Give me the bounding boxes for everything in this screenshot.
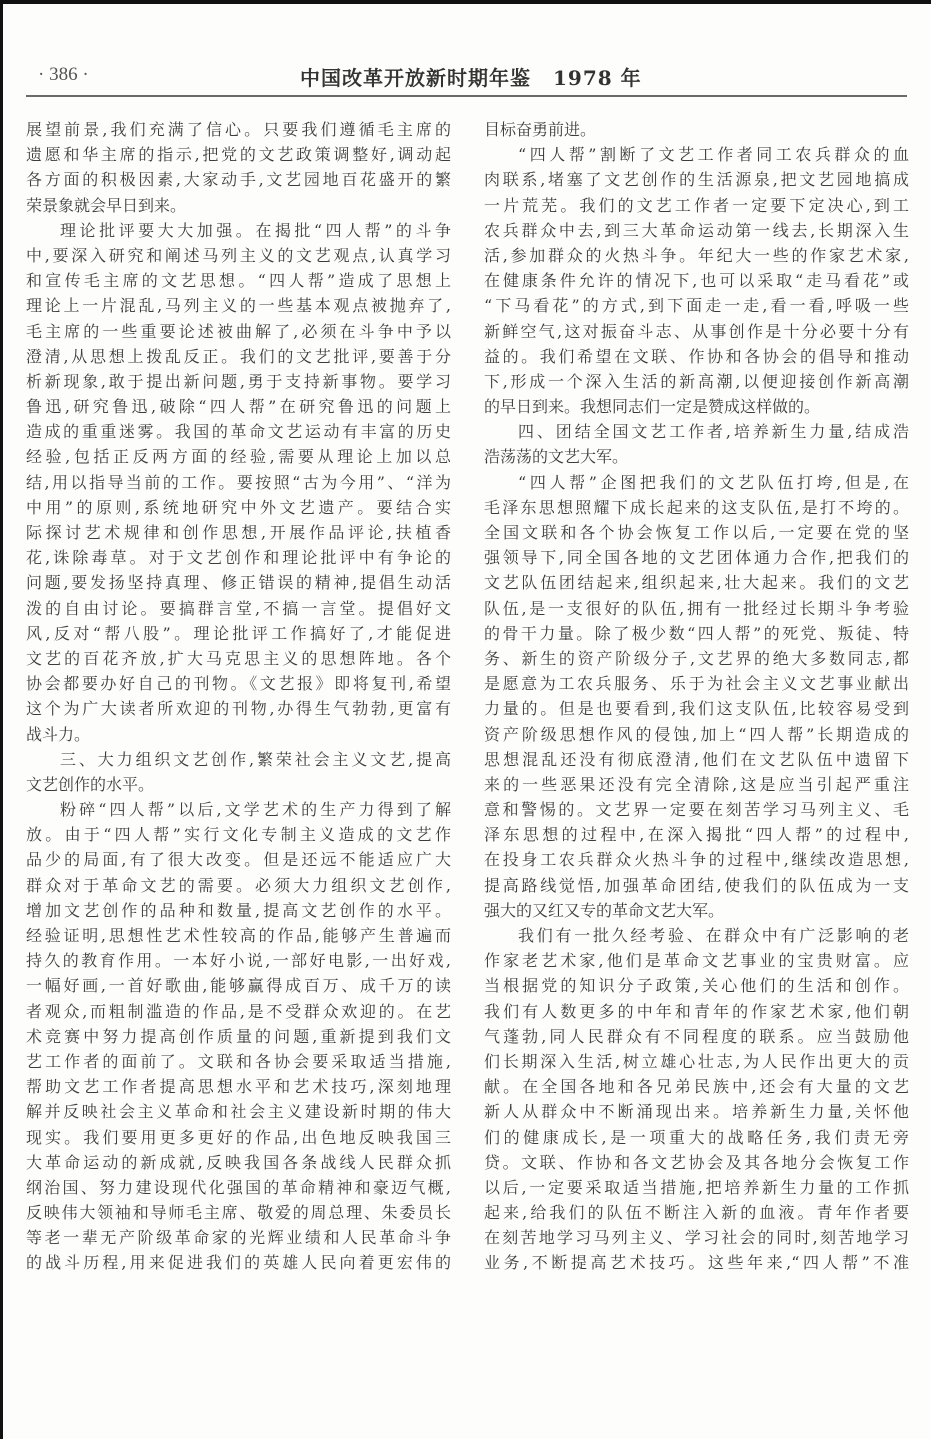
- text-line: 的早日到来。我想同志们一定是赞成这样做的。: [484, 397, 821, 417]
- text-line: 群众对于革命文艺的需要。必须大力组织文艺创作,: [26, 875, 451, 895]
- text-line: 目标奋勇前进。: [484, 120, 597, 139]
- text-line: 气蓬勃,同人民群众有不同程度的联系。应当鼓励他: [484, 1026, 909, 1046]
- text-line: 新鲜空气,这对振奋斗志、从事创作是十分必要十分有: [484, 321, 909, 341]
- text-line: 来的一些恶果还没有完全清除,这是应当引起严重注: [484, 774, 909, 794]
- text-line: 增加文艺创作的品种和数量,提高文艺创作的水平。: [26, 900, 451, 920]
- text-line: 际探讨艺术规律和创作思想,开展作品评论,扶植香: [26, 523, 451, 542]
- text-line: 强领导下,同全国各地的文艺团体通力合作,把我们的: [484, 548, 909, 568]
- text-line: 在健康条件允许的情况下,也可以采取“走马看花”或: [484, 271, 909, 291]
- text-line: 泼的自由讨论。要搞群言堂,不搞一言堂。提倡好文: [26, 598, 451, 618]
- text-line: 我们有一批久经考验、在群众中有广泛影响的老: [518, 926, 909, 945]
- text-line: 这个为广大读者所欢迎的刊物,办得生气勃勃,更富有: [26, 699, 451, 719]
- scan-border-left: [0, 0, 3, 1439]
- text-line: 理论批评要大大加强。在揭批“四人帮”的斗争: [60, 220, 451, 240]
- text-line: 全国文联和各个协会恢复工作以后,一定要在党的坚: [484, 523, 909, 542]
- text-line: 纲治国、努力建设现代化强国的革命精神和豪迈气概,: [26, 1177, 451, 1197]
- text-line: 帮助文艺工作者提高思想水平和艺术技巧,深刻地理: [26, 1077, 451, 1097]
- text-line: “下马看花”的方式,到下面走一走,看一看,呼吸一些: [484, 296, 909, 316]
- text-line: 风,反对“帮八股”。理论批评工作搞好了,才能促进: [26, 623, 451, 643]
- text-line: 品少的局面,有了很大改变。但是还远不能适应广大: [26, 850, 451, 870]
- text-line: 的骨干力量。除了极少数“四人帮”的死党、叛徒、特: [484, 623, 909, 643]
- text-line: 反映伟大领袖和导师毛主席、敬爱的周总理、朱委员长: [26, 1203, 451, 1223]
- text-line: 大革命运动的新成就,反映我国各条战线人民群众抓: [26, 1152, 451, 1172]
- text-line: 现实。我们要用更多更好的作品,出色地反映我国三: [26, 1127, 451, 1147]
- text-line: 的战斗历程,用来促进我们的英雄人民向着更宏伟的: [26, 1253, 451, 1273]
- text-line: 等老一辈无产阶级革命家的光辉业绩和人民革命斗争: [26, 1228, 451, 1248]
- text-line: 们的健康成长,是一项重大的战略任务,我们责无旁: [484, 1127, 909, 1147]
- text-line: 资产阶级思想作风的侵蚀,加上“四人帮”长期造成的: [484, 724, 909, 744]
- text-line: 一片荒芜。我们的文艺工作者一定要下定决心,到工: [484, 195, 909, 215]
- text-line: 持久的教育作用。一本好小说,一部好电影,一出好戏,: [26, 951, 451, 971]
- text-line: 力量的。但是也要看到,我们这支队伍,比较容易受到: [484, 699, 909, 719]
- text-line: 造成的重重迷雾。我国的革命文艺运动有丰富的历史: [26, 422, 451, 442]
- text-line: 浩荡荡的文艺大军。: [484, 447, 629, 467]
- text-line: 解并反映社会主义革命和社会主义建设新时期的伟大: [26, 1102, 451, 1122]
- text-line: 艺工作者的面前了。文联和各协会要采取适当措施,: [26, 1051, 451, 1071]
- text-line: 遗愿和华主席的指示,把党的文艺政策调整好,调动起: [26, 145, 451, 165]
- text-line: 荣景象就会早日到来。: [26, 195, 187, 215]
- text-line: 在刻苦地学习马列主义、学习社会的同时,刻苦地学习: [484, 1228, 909, 1248]
- left-column: [26, 117, 451, 1276]
- text-line: 业务,不断提高艺术技巧。这些年来,“四人帮”不准: [484, 1253, 909, 1273]
- text-line: 下,形成一个深入生活的新高潮,以便迎接创作新高潮: [484, 371, 909, 391]
- running-header: [300, 62, 642, 91]
- scan-border-top: [0, 0, 931, 4]
- text-line: 花,诛除毒草。对于文艺创作和理论批评中有争论的: [26, 548, 451, 568]
- text-line: 起来,给我们的队伍不断注入新的血液。青年作者要: [484, 1203, 909, 1223]
- text-line: 以后,一定要采取适当措施,把培养新生力量的工作抓: [484, 1177, 909, 1197]
- text-line: 协会都要办好自己的刊物。《文艺报》即将复刊,希望: [26, 674, 451, 694]
- text-line: 各方面的积极因素,大家动手,文艺园地百花盛开的繁: [26, 170, 451, 190]
- text-line: 中,要深入研究和阐述马列主义的文艺观点,认真学习: [26, 245, 451, 265]
- text-line: 一幅好画,一首好歌曲,能够赢得成百万、成千万的读: [26, 976, 451, 996]
- text-line: 三、大力组织文艺创作,繁荣社会主义文艺,提高: [60, 749, 451, 769]
- text-line: “四人帮”企图把我们的文艺队伍打垮,但是,在: [518, 472, 909, 492]
- text-line: 是愿意为工农兵服务、乐于为社会主义文艺事业献出: [484, 674, 909, 694]
- text-line: 献。在全国各地和各兄弟民族中,还会有大量的文艺: [484, 1077, 909, 1097]
- text-line: 农兵群众中去,到三大革命运动第一线去,长期深入生: [484, 220, 909, 240]
- text-line: 文艺的百花齐放,扩大马克思主义的思想阵地。各个: [26, 648, 451, 668]
- text-line: 鲁迅,研究鲁迅,破除“四人帮”在研究鲁迅的问题上: [26, 397, 451, 417]
- text-line: 放。由于“四人帮”实行文化专制主义造成的文艺作: [26, 825, 451, 845]
- text-line: 毛泽东思想照耀下成长起来的这支队伍,是打不垮的。: [484, 497, 909, 517]
- text-line: 问题,要发扬坚持真理、修正错误的精神,提倡生动活: [26, 573, 451, 593]
- text-line: 益的。我们希望在文联、作协和各协会的倡导和推动: [484, 346, 909, 366]
- text-line: 文艺创作的水平。: [26, 774, 155, 794]
- text-line: 结,用以指导当前的工作。要按照“古为今用”、“洋为: [26, 472, 451, 492]
- text-line: 者观众,而粗制滥造的作品,是不受群众欢迎的。在艺: [26, 1001, 451, 1021]
- text-line: 在投身工农兵群众火热斗争的过程中,继续改造思想,: [484, 850, 909, 870]
- text-line: 我们有人数更多的中年和青年的作家艺术家,他们朝: [484, 1001, 909, 1021]
- book-title: 中国改革开放新时期年鉴: [300, 66, 531, 90]
- text-line: 当根据党的知识分子政策,关心他们的生活和创作。: [484, 976, 909, 996]
- text-line: 澄清,从思想上拨乱反正。我们的文艺批评,要善于分: [26, 346, 451, 366]
- text-line: 队伍,是一支很好的队伍,拥有一批经过长期斗争考验: [484, 598, 909, 618]
- text-line: 作家老艺术家,他们是革命文艺事业的宝贵财富。应: [484, 951, 909, 971]
- text-line: 四、团结全国文艺工作者,培养新生力量,结成浩: [518, 422, 909, 442]
- text-line: 们长期深入生活,树立雄心壮志,为人民作出更大的贡: [484, 1051, 909, 1071]
- text-line: 强大的又红又专的革命文艺大军。: [484, 900, 725, 920]
- text-line: 析新现象,敢于提出新问题,勇于支持新事物。要学习: [26, 371, 451, 391]
- header-rule: [26, 95, 907, 97]
- header-year: 1978 年: [553, 66, 642, 90]
- text-line: 泽东思想的过程中,在深入揭批“四人帮”的过程中,: [484, 825, 909, 845]
- right-column: [484, 117, 909, 1276]
- text-line: 提高路线觉悟,加强革命团结,使我们的队伍成为一支: [484, 875, 909, 895]
- page-number: · 386 ·: [38, 64, 89, 85]
- text-line: 粉碎“四人帮”以后,文学艺术的生产力得到了解: [60, 800, 451, 820]
- text-line: 展望前景,我们充满了信心。只要我们遵循毛主席的: [26, 120, 451, 139]
- text-line: 意和警惕的。文艺界一定要在刻苦学习马列主义、毛: [484, 800, 909, 820]
- text-line: 肉联系,堵塞了文艺创作的生活源泉,把文艺园地搞成: [484, 170, 909, 190]
- text-line: 思想混乱还没有彻底澄清,他们在文艺队伍中遗留下: [484, 749, 909, 769]
- text-line: 理论上一片混乱,马列主义的一些基本观点被抛弃了,: [26, 296, 451, 316]
- text-line: 活,参加群众的火热斗争。年纪大一些的作家艺术家,: [484, 245, 909, 265]
- text-line: “四人帮”割断了文艺工作者同工农兵群众的血: [518, 145, 909, 165]
- text-line: 新人从群众中不断涌现出来。培养新生力量,关怀他: [484, 1102, 909, 1122]
- text-line: 贷。文联、作协和各文艺协会及其各地分会恢复工作: [484, 1152, 909, 1172]
- text-line: 和宣传毛主席的文艺思想。“四人帮”造成了思想上: [26, 271, 451, 291]
- text-line: 务、新生的资产阶级分子,文艺界的绝大多数同志,都: [484, 648, 909, 668]
- text-line: 经验,包括正反两方面的经验,需要从理论上加以总: [26, 447, 451, 467]
- text-line: 毛主席的一些重要论述被曲解了,必须在斗争中予以: [26, 321, 451, 341]
- text-line: 战斗力。: [26, 724, 91, 744]
- text-line: 中用”的原则,系统地研究中外文艺遗产。要结合实: [26, 497, 451, 517]
- text-line: 经验证明,思想性艺术性较高的作品,能够产生普遍而: [26, 926, 451, 945]
- text-line: 术竞赛中努力提高创作质量的问题,重新提到我们文: [26, 1026, 451, 1046]
- text-line: 文艺队伍团结起来,组织起来,壮大起来。我们的文艺: [484, 573, 909, 593]
